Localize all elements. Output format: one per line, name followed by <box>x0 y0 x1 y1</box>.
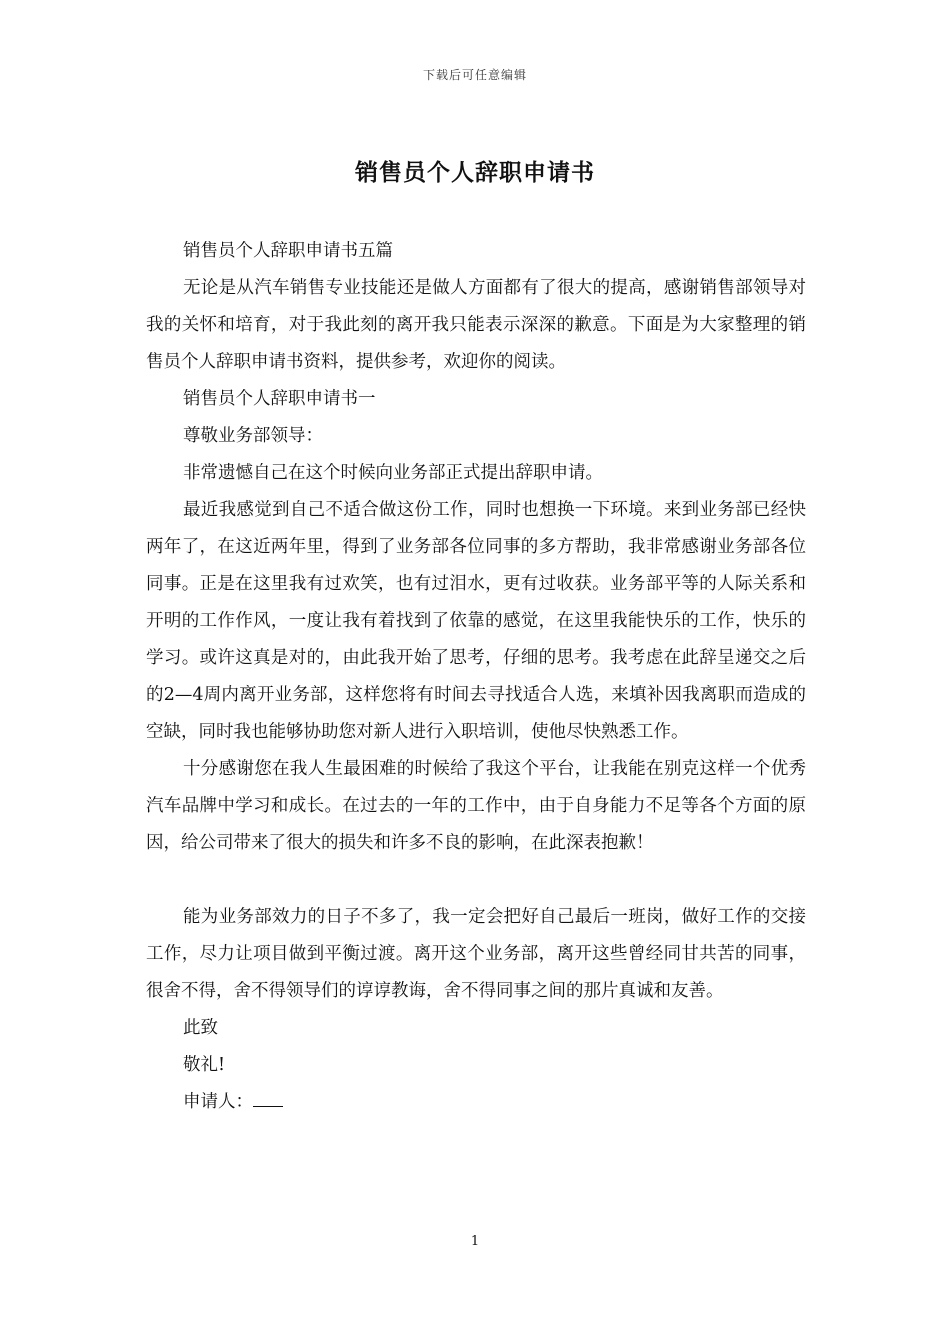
signature-label: 申请人： <box>183 1092 253 1112</box>
document-title: 销售员个人辞职申请书 <box>355 159 595 186</box>
header-note: 下载后可任意编辑 <box>422 68 527 82</box>
document-body <box>146 233 806 1121</box>
salutation: 尊敬业务部领导： <box>183 426 323 446</box>
signature-blank <box>253 1088 283 1107</box>
body-paragraph: 十分感谢您在我人生最困难的时候给了我这个平台，让我能在别克这样一个优秀汽车品牌中学习和成长。在过去的一年的工作中，由于自身能力不足等各个方面的原因，给公司带来了很大的损失和许多不良的影响，在此深表抱歉！ <box>146 759 806 853</box>
body-paragraph: 最近我感觉到自己不适合做这份工作，同时也想换一下环境。来到业务部已经快两年了，在这近两年里，得到了业务部各位同事的多方帮助，我非常感谢业务部各位同事。正是在这里我有过欢笑，也有过泪水，更有过收获。业务部平等的人际关系和开明的工作作风，一度让我有着找到了依靠的感觉，在这里我能快乐的工作，快乐的学习。或许这真是对的，由此我开始了思考，仔细的思考。我考虑在此辞呈递交之后的2—4周内离开业务部，这样您将有时间去寻找适合人选，来填补因我离职而造成的空缺，同时我也能够协助您对新人进行入职培训，使他尽快熟悉工作。 <box>146 500 806 742</box>
body-paragraph: 非常遗憾自己在这个时候向业务部正式提出辞职申请。 <box>183 463 603 483</box>
body-paragraph: 能为业务部效力的日子不多了，我一定会把好自己最后一班岗，做好工作的交接工作，尽力让项目做到平衡过渡。离开这个业务部，离开这些曾经同甘共苦的同事，很舍不得，舍不得领导们的谆谆教诲，舍不得同事之间的那片真诚和友善。 <box>146 907 806 1001</box>
closing-line: 此致 <box>183 1018 218 1038</box>
subtitle-paragraph: 销售员个人辞职申请书五篇 <box>183 241 393 261</box>
closing-greeting: 敬礼! <box>183 1055 226 1075</box>
section-heading: 销售员个人辞职申请书一 <box>183 389 376 409</box>
intro-paragraph: 无论是从汽车销售专业技能还是做人方面都有了很大的提高，感谢销售部领导对我的关怀和培育，对于我此刻的离开我只能表示深深的歉意。下面是为大家整理的销售员个人辞职申请书资料，提供参考，欢迎你的阅读。 <box>146 278 806 372</box>
signature-line <box>146 1084 806 1121</box>
page-number: 1 <box>470 1234 480 1249</box>
